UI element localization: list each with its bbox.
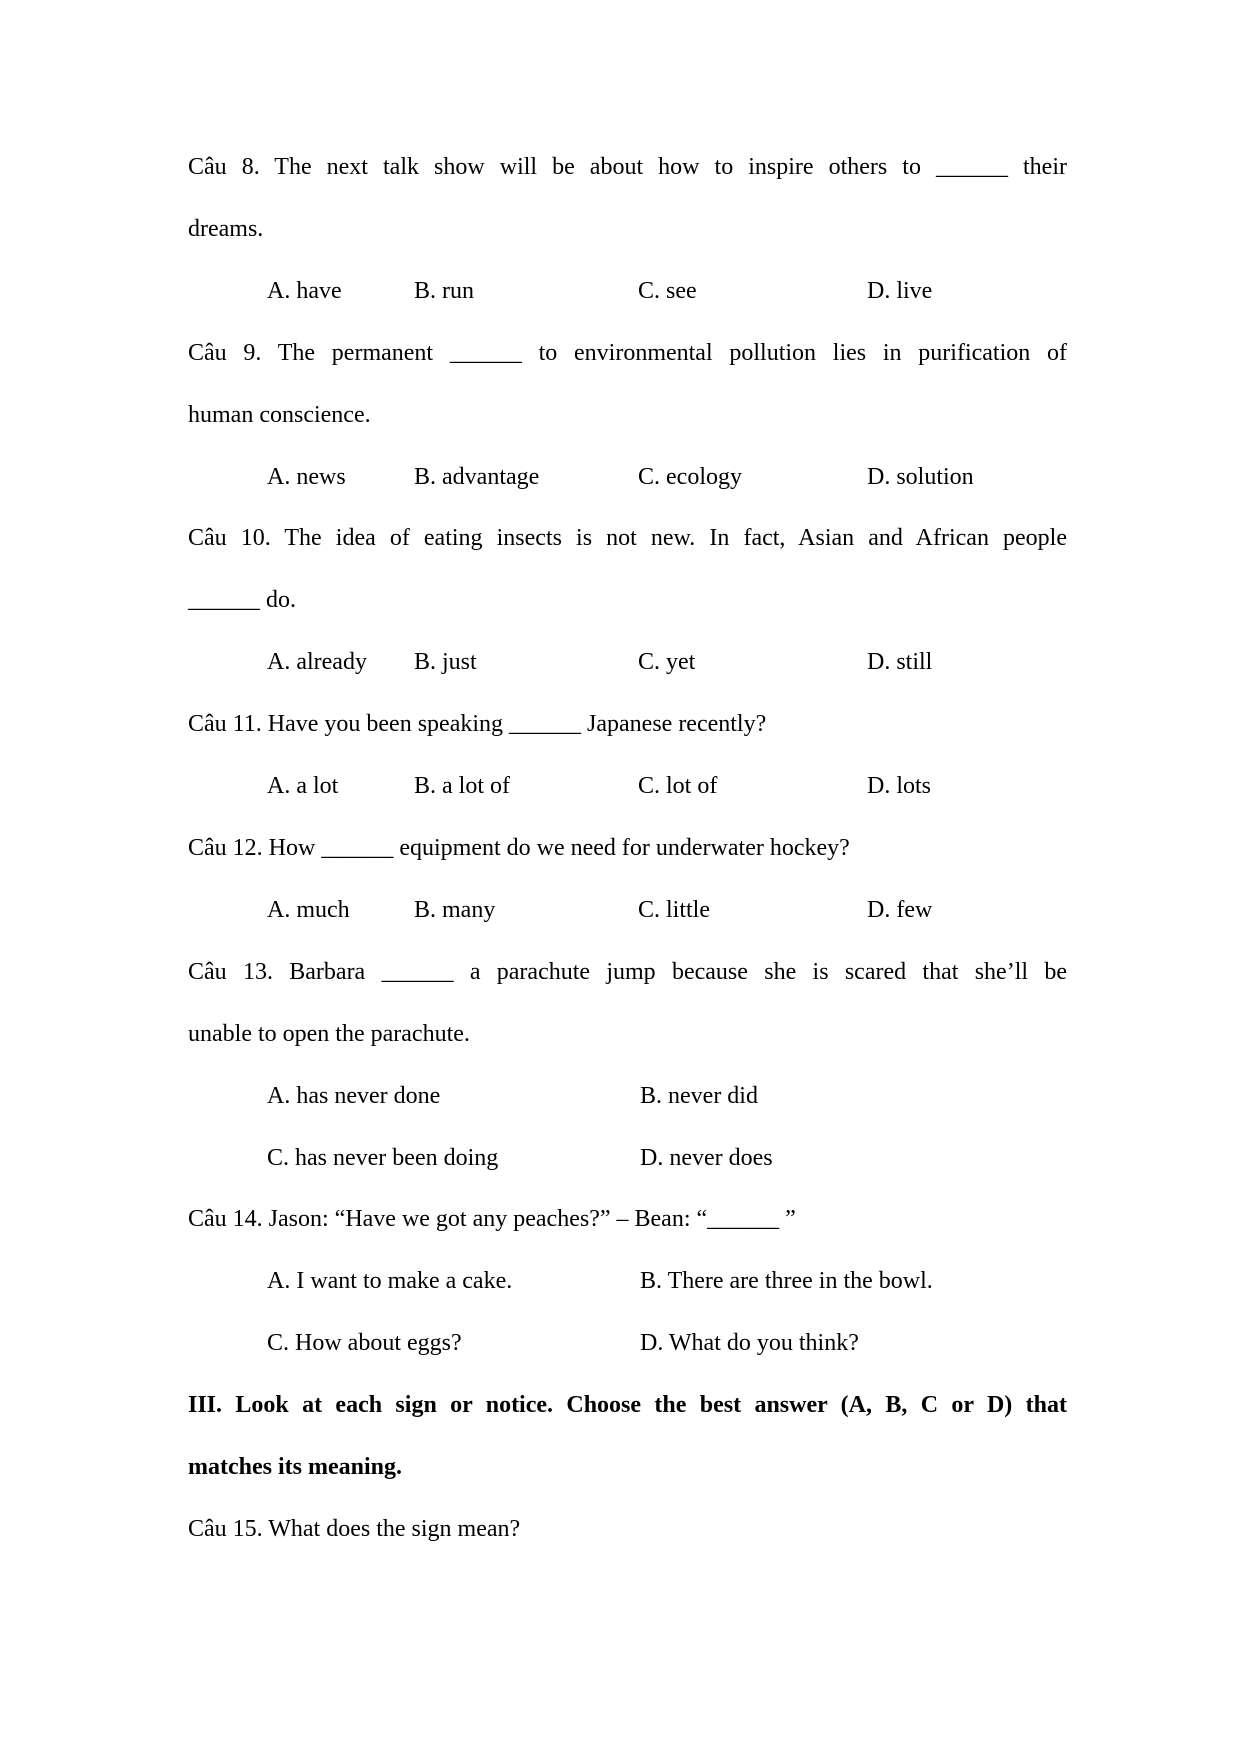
question-15 xyxy=(188,1499,1067,1561)
option-c: C. has never been doing xyxy=(267,1144,499,1171)
question-13-options-row-1 xyxy=(188,1066,1067,1128)
question-14-line-1: Câu 14. Jason: “Have we got any peaches?” – Bean: “______ ” xyxy=(188,1206,796,1233)
option-b: B. There are three in the bowl. xyxy=(640,1268,933,1295)
option-b: B. advantage xyxy=(414,463,540,490)
option-d: D. solution xyxy=(867,463,974,490)
question-8-line-1: Câu 8. The next talk show will be about how to inspire others to ______ their xyxy=(188,154,1067,180)
question-8 xyxy=(188,137,1067,323)
option-d: D. What do you think? xyxy=(640,1330,859,1357)
question-10-line-1: Câu 10. The idea of eating insects is not new. In fact, Asian and African people xyxy=(188,525,1067,552)
question-13-options-row-2 xyxy=(188,1128,1067,1190)
question-14-options-row-2 xyxy=(188,1313,1067,1375)
question-14-options-row-1 xyxy=(188,1251,1067,1313)
question-11-options xyxy=(188,756,1067,818)
question-12 xyxy=(188,818,1067,942)
question-8-line-2: dreams. xyxy=(188,215,264,242)
option-d: D. never does xyxy=(640,1144,773,1171)
section-3-heading-line-2: matches its meaning. xyxy=(188,1454,402,1481)
option-b: B. just xyxy=(414,649,477,676)
question-12-line-1: Câu 12. How ______ equipment do we need for underwater hockey? xyxy=(188,834,850,861)
option-d: D. still xyxy=(867,649,933,676)
question-8-options xyxy=(188,261,1067,323)
option-a: A. much xyxy=(267,896,350,923)
option-b: B. never did xyxy=(640,1082,758,1109)
option-b: B. many xyxy=(414,896,496,923)
question-11 xyxy=(188,694,1067,818)
option-b: B. run xyxy=(414,277,474,304)
option-d: D. live xyxy=(867,277,933,304)
question-9 xyxy=(188,323,1067,509)
option-c: C. see xyxy=(638,277,697,304)
option-a: A. I want to make a cake. xyxy=(267,1268,513,1295)
question-10 xyxy=(188,508,1067,694)
section-3-heading xyxy=(188,1375,1067,1499)
question-11-line-1: Câu 11. Have you been speaking ______ Japanese recently? xyxy=(188,711,767,738)
question-10-line-2: ______ do. xyxy=(188,587,296,614)
option-b: B. a lot of xyxy=(414,773,510,800)
document-content xyxy=(188,137,1067,1561)
option-a: A. news xyxy=(267,463,346,490)
question-10-options xyxy=(188,632,1067,694)
option-c: C. yet xyxy=(638,649,696,676)
section-3-heading-line-1: III. Look at each sign or notice. Choose the best answer (A, B, C or D) that xyxy=(188,1392,1067,1419)
option-d: D. few xyxy=(867,896,933,923)
question-12-options xyxy=(188,880,1067,942)
question-9-line-1: Câu 9. The permanent ______ to environmental pollution lies in purification of xyxy=(188,339,1067,366)
option-a: A. have xyxy=(267,277,342,304)
option-c: C. lot of xyxy=(638,773,718,800)
question-13-line-1: Câu 13. Barbara ______ a parachute jump because she is scared that she’ll be xyxy=(188,958,1067,985)
option-c: C. little xyxy=(638,896,710,923)
option-c: C. How about eggs? xyxy=(267,1330,462,1357)
option-a: A. already xyxy=(267,649,367,676)
question-9-options xyxy=(188,447,1067,509)
option-a: A. a lot xyxy=(267,773,339,800)
option-a: A. has never done xyxy=(267,1082,441,1109)
question-14 xyxy=(188,1189,1067,1375)
question-9-line-2: human conscience. xyxy=(188,401,371,428)
option-c: C. ecology xyxy=(638,463,742,490)
question-13-line-2: unable to open the parachute. xyxy=(188,1020,470,1047)
option-d: D. lots xyxy=(867,773,932,800)
question-15-line-1: Câu 15. What does the sign mean? xyxy=(188,1515,521,1542)
question-13 xyxy=(188,942,1067,1190)
